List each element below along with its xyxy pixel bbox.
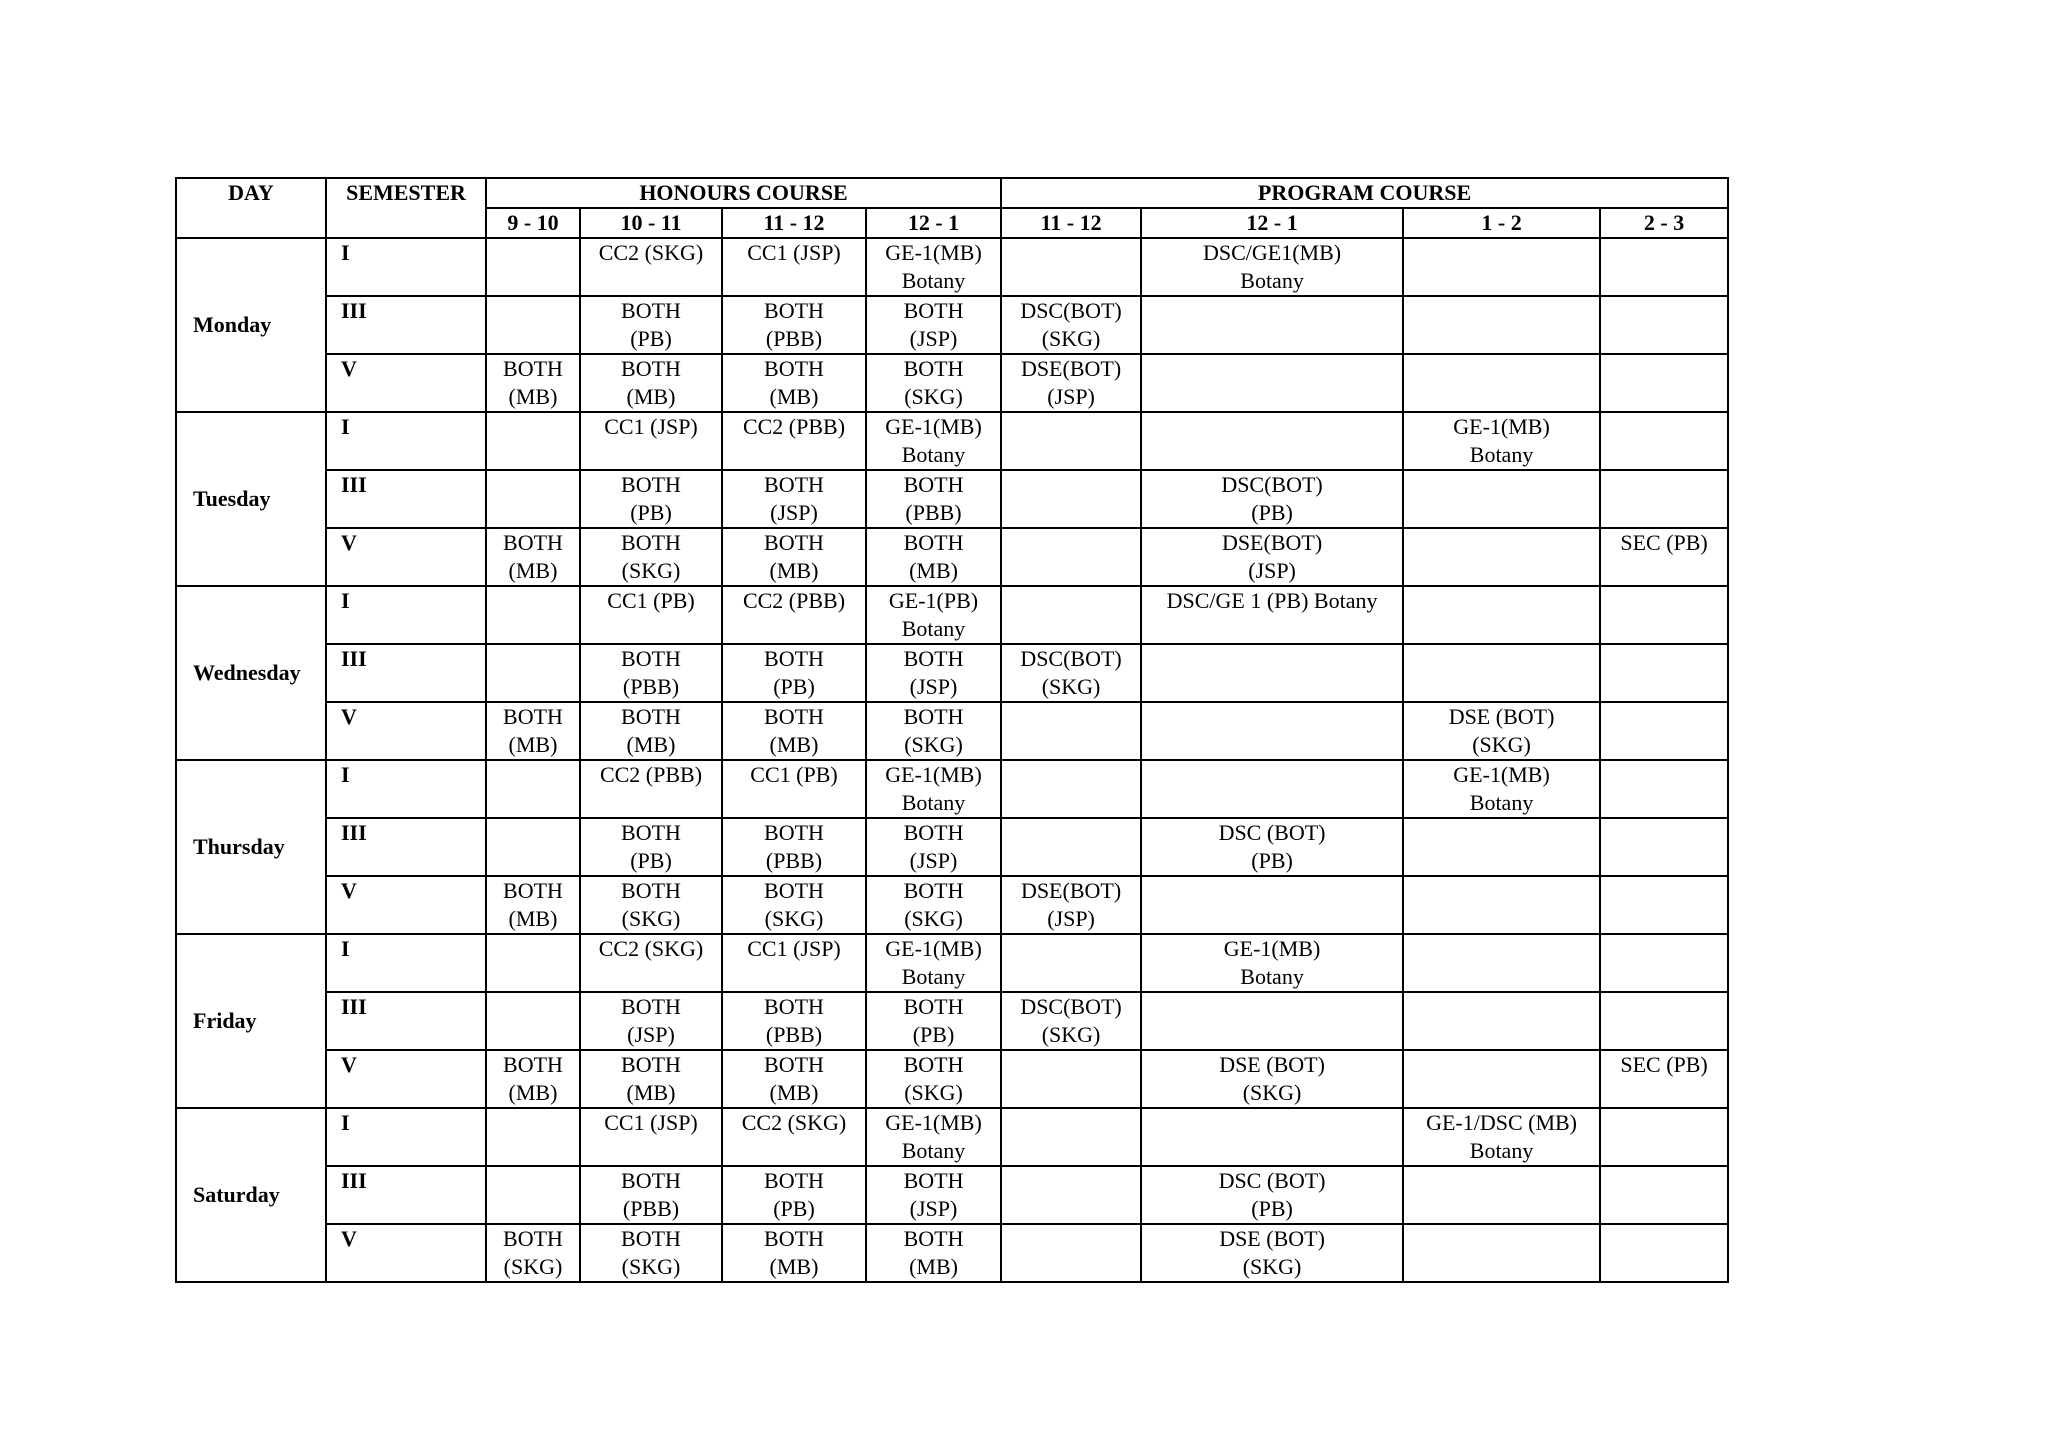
table-row bbox=[176, 354, 1728, 412]
program-slot-cell: DSC(BOT) (SKG) bbox=[1001, 992, 1141, 1050]
program-slot-cell: DSC/GE1(MB) Botany bbox=[1141, 238, 1403, 296]
program-slot-cell bbox=[1001, 1108, 1141, 1166]
program-slot-cell bbox=[1600, 238, 1728, 296]
program-slot-cell bbox=[1403, 470, 1600, 528]
program-slot-cell: DSE(BOT) (JSP) bbox=[1001, 876, 1141, 934]
program-slot-cell bbox=[1001, 818, 1141, 876]
program-slot-cell bbox=[1001, 934, 1141, 992]
table-row bbox=[176, 296, 1728, 354]
program-slot-cell bbox=[1600, 354, 1728, 412]
semester-cell: III bbox=[326, 296, 486, 354]
header-row-top bbox=[176, 178, 1728, 208]
semester-cell: III bbox=[326, 470, 486, 528]
honours-slot-cell: BOTH (PBB) bbox=[866, 470, 1001, 528]
program-slot-cell bbox=[1403, 644, 1600, 702]
honours-slot-cell: CC2 (PBB) bbox=[722, 586, 866, 644]
honours-slot-cell bbox=[486, 1108, 580, 1166]
honours-slot-cell: BOTH (MB) bbox=[722, 702, 866, 760]
program-slot-cell: DSC (BOT) (PB) bbox=[1141, 818, 1403, 876]
table-row bbox=[176, 586, 1728, 644]
program-slot-cell bbox=[1001, 238, 1141, 296]
program-slot-cell bbox=[1600, 1166, 1728, 1224]
program-slot-cell bbox=[1001, 760, 1141, 818]
program-slot-cell: DSC(BOT) (SKG) bbox=[1001, 296, 1141, 354]
honours-slot-cell: GE-1(MB) Botany bbox=[866, 934, 1001, 992]
honours-slot-cell bbox=[486, 586, 580, 644]
program-slot-cell: GE-1/DSC (MB) Botany bbox=[1403, 1108, 1600, 1166]
program-slot-cell bbox=[1600, 296, 1728, 354]
honours-slot-cell: BOTH (SKG) bbox=[866, 354, 1001, 412]
program-slot-cell: SEC (PB) bbox=[1600, 528, 1728, 586]
program-slot-cell bbox=[1600, 934, 1728, 992]
honours-slot-cell: BOTH (PBB) bbox=[580, 1166, 722, 1224]
program-slot-cell bbox=[1141, 644, 1403, 702]
honours-slot-cell: BOTH (SKG) bbox=[722, 876, 866, 934]
honours-slot-cell: BOTH (JSP) bbox=[866, 296, 1001, 354]
honours-slot-header: 12 - 1 bbox=[866, 208, 1001, 238]
honours-slot-cell bbox=[486, 818, 580, 876]
honours-slot-cell: BOTH (MB) bbox=[580, 702, 722, 760]
program-slot-cell bbox=[1600, 876, 1728, 934]
honours-slot-cell: BOTH (MB) bbox=[486, 702, 580, 760]
table-row bbox=[176, 992, 1728, 1050]
honours-slot-cell: GE-1(MB) Botany bbox=[866, 1108, 1001, 1166]
honours-slot-cell bbox=[486, 644, 580, 702]
table-row bbox=[176, 702, 1728, 760]
program-slot-cell bbox=[1600, 818, 1728, 876]
program-slot-cell: DSC(BOT) (SKG) bbox=[1001, 644, 1141, 702]
honours-slot-cell: BOTH (PB) bbox=[580, 470, 722, 528]
program-slot-cell bbox=[1600, 412, 1728, 470]
program-slot-cell bbox=[1600, 470, 1728, 528]
program-slot-cell bbox=[1600, 760, 1728, 818]
program-slot-cell bbox=[1600, 644, 1728, 702]
program-slot-cell bbox=[1403, 1050, 1600, 1108]
honours-slot-cell: CC1 (JSP) bbox=[580, 412, 722, 470]
program-slot-cell bbox=[1600, 702, 1728, 760]
honours-slot-cell: GE-1(MB) Botany bbox=[866, 412, 1001, 470]
honours-slot-cell: BOTH (MB) bbox=[486, 876, 580, 934]
table-row bbox=[176, 818, 1728, 876]
program-slot-cell bbox=[1141, 702, 1403, 760]
semester-cell: I bbox=[326, 238, 486, 296]
program-slot-cell: GE-1(MB) Botany bbox=[1403, 412, 1600, 470]
honours-slot-cell: BOTH (MB) bbox=[580, 1050, 722, 1108]
program-slot-cell: DSC/GE 1 (PB) Botany bbox=[1141, 586, 1403, 644]
day-cell: Friday bbox=[176, 934, 326, 1108]
honours-slot-cell: BOTH (MB) bbox=[866, 1224, 1001, 1282]
program-slot-cell: DSE(BOT) (JSP) bbox=[1001, 354, 1141, 412]
honours-slot-cell: CC2 (SKG) bbox=[722, 1108, 866, 1166]
program-course-header: PROGRAM COURSE bbox=[1001, 178, 1728, 208]
honours-slot-cell: CC1 (JSP) bbox=[722, 934, 866, 992]
program-slot-cell: DSC (BOT) (PB) bbox=[1141, 1166, 1403, 1224]
honours-slot-cell: GE-1(PB) Botany bbox=[866, 586, 1001, 644]
honours-slot-cell: BOTH (SKG) bbox=[580, 528, 722, 586]
table-row bbox=[176, 470, 1728, 528]
honours-slot-cell: BOTH (PBB) bbox=[722, 296, 866, 354]
program-slot-cell bbox=[1001, 702, 1141, 760]
program-slot-cell bbox=[1403, 1224, 1600, 1282]
program-slot-header: 12 - 1 bbox=[1141, 208, 1403, 238]
program-slot-cell: SEC (PB) bbox=[1600, 1050, 1728, 1108]
program-slot-cell bbox=[1600, 1224, 1728, 1282]
semester-cell: III bbox=[326, 992, 486, 1050]
honours-slot-cell: CC2 (PBB) bbox=[722, 412, 866, 470]
program-slot-cell bbox=[1001, 1050, 1141, 1108]
day-cell: Tuesday bbox=[176, 412, 326, 586]
honours-slot-cell bbox=[486, 1166, 580, 1224]
semester-cell: I bbox=[326, 586, 486, 644]
program-slot-cell bbox=[1600, 586, 1728, 644]
honours-slot-cell: BOTH (JSP) bbox=[580, 992, 722, 1050]
table-row bbox=[176, 760, 1728, 818]
honours-slot-cell: BOTH (SKG) bbox=[866, 1050, 1001, 1108]
honours-slot-cell bbox=[486, 470, 580, 528]
program-slot-cell bbox=[1141, 354, 1403, 412]
honours-slot-cell: BOTH (SKG) bbox=[580, 1224, 722, 1282]
program-slot-cell: DSE (BOT) (SKG) bbox=[1141, 1050, 1403, 1108]
program-slot-cell bbox=[1001, 1166, 1141, 1224]
honours-slot-cell: BOTH (MB) bbox=[722, 354, 866, 412]
honours-slot-cell: CC2 (PBB) bbox=[580, 760, 722, 818]
day-cell: Wednesday bbox=[176, 586, 326, 760]
honours-slot-cell bbox=[486, 934, 580, 992]
honours-slot-header: 10 - 11 bbox=[580, 208, 722, 238]
table-row bbox=[176, 528, 1728, 586]
honours-slot-cell: BOTH (MB) bbox=[722, 1050, 866, 1108]
program-slot-cell bbox=[1141, 760, 1403, 818]
table-row bbox=[176, 644, 1728, 702]
semester-cell: V bbox=[326, 1224, 486, 1282]
semester-cell: V bbox=[326, 528, 486, 586]
program-slot-header: 1 - 2 bbox=[1403, 208, 1600, 238]
semester-cell: V bbox=[326, 702, 486, 760]
table-row bbox=[176, 412, 1728, 470]
honours-slot-cell: BOTH (MB) bbox=[866, 528, 1001, 586]
program-slot-cell bbox=[1600, 1108, 1728, 1166]
day-header: DAY bbox=[176, 178, 326, 238]
table-row bbox=[176, 1224, 1728, 1282]
honours-slot-cell: BOTH (PB) bbox=[722, 1166, 866, 1224]
semester-cell: I bbox=[326, 760, 486, 818]
honours-slot-cell: BOTH (PB) bbox=[580, 296, 722, 354]
day-cell: Thursday bbox=[176, 760, 326, 934]
table-row bbox=[176, 1050, 1728, 1108]
semester-cell: V bbox=[326, 1050, 486, 1108]
honours-slot-cell bbox=[486, 760, 580, 818]
program-slot-cell bbox=[1141, 412, 1403, 470]
program-slot-cell: DSC(BOT) (PB) bbox=[1141, 470, 1403, 528]
program-slot-header: 11 - 12 bbox=[1001, 208, 1141, 238]
honours-slot-cell bbox=[486, 296, 580, 354]
program-slot-cell bbox=[1001, 1224, 1141, 1282]
honours-slot-cell: BOTH (MB) bbox=[722, 1224, 866, 1282]
timetable-body bbox=[176, 238, 1728, 1282]
honours-slot-cell bbox=[486, 412, 580, 470]
program-slot-cell: GE-1(MB) Botany bbox=[1141, 934, 1403, 992]
program-slot-cell bbox=[1403, 586, 1600, 644]
honours-slot-cell: BOTH (MB) bbox=[580, 354, 722, 412]
semester-header: SEMESTER bbox=[326, 178, 486, 238]
honours-slot-cell: CC1 (PB) bbox=[722, 760, 866, 818]
program-slot-cell bbox=[1403, 354, 1600, 412]
timetable bbox=[175, 177, 1729, 1283]
program-slot-cell bbox=[1001, 470, 1141, 528]
semester-cell: III bbox=[326, 1166, 486, 1224]
honours-slot-cell: BOTH (MB) bbox=[486, 354, 580, 412]
honours-slot-cell: BOTH (SKG) bbox=[580, 876, 722, 934]
honours-slot-cell: BOTH (MB) bbox=[486, 1050, 580, 1108]
program-slot-cell bbox=[1600, 992, 1728, 1050]
honours-slot-cell: GE-1(MB) Botany bbox=[866, 760, 1001, 818]
program-slot-cell bbox=[1403, 992, 1600, 1050]
program-slot-cell bbox=[1141, 876, 1403, 934]
honours-slot-header: 9 - 10 bbox=[486, 208, 580, 238]
program-slot-cell bbox=[1001, 586, 1141, 644]
honours-course-header: HONOURS COURSE bbox=[486, 178, 1001, 208]
honours-slot-cell: CC2 (SKG) bbox=[580, 238, 722, 296]
program-slot-cell: DSE (BOT) (SKG) bbox=[1403, 702, 1600, 760]
program-slot-cell bbox=[1403, 876, 1600, 934]
semester-cell: III bbox=[326, 644, 486, 702]
program-slot-cell bbox=[1403, 934, 1600, 992]
honours-slot-cell: BOTH (JSP) bbox=[866, 818, 1001, 876]
program-slot-cell: GE-1(MB) Botany bbox=[1403, 760, 1600, 818]
semester-cell: V bbox=[326, 876, 486, 934]
semester-cell: I bbox=[326, 934, 486, 992]
honours-slot-cell: BOTH (JSP) bbox=[722, 470, 866, 528]
honours-slot-cell: BOTH (SKG) bbox=[866, 702, 1001, 760]
honours-slot-cell: CC1 (JSP) bbox=[580, 1108, 722, 1166]
semester-cell: V bbox=[326, 354, 486, 412]
honours-slot-cell: BOTH (MB) bbox=[486, 528, 580, 586]
program-slot-cell bbox=[1403, 1166, 1600, 1224]
program-slot-cell: DSE (BOT) (SKG) bbox=[1141, 1224, 1403, 1282]
table-row bbox=[176, 1108, 1728, 1166]
program-slot-cell bbox=[1001, 412, 1141, 470]
program-slot-header: 2 - 3 bbox=[1600, 208, 1728, 238]
honours-slot-cell: BOTH (PB) bbox=[866, 992, 1001, 1050]
honours-slot-header: 11 - 12 bbox=[722, 208, 866, 238]
honours-slot-cell: BOTH (SKG) bbox=[486, 1224, 580, 1282]
program-slot-cell bbox=[1141, 992, 1403, 1050]
program-slot-cell bbox=[1141, 1108, 1403, 1166]
table-row bbox=[176, 934, 1728, 992]
honours-slot-cell: BOTH (MB) bbox=[722, 528, 866, 586]
honours-slot-cell: BOTH (PBB) bbox=[722, 818, 866, 876]
day-cell: Saturday bbox=[176, 1108, 326, 1282]
program-slot-cell bbox=[1403, 238, 1600, 296]
table-row bbox=[176, 1166, 1728, 1224]
honours-slot-cell: CC2 (SKG) bbox=[580, 934, 722, 992]
honours-slot-cell: BOTH (PBB) bbox=[722, 992, 866, 1050]
program-slot-cell bbox=[1403, 528, 1600, 586]
honours-slot-cell bbox=[486, 992, 580, 1050]
honours-slot-cell: BOTH (JSP) bbox=[866, 1166, 1001, 1224]
program-slot-cell: DSE(BOT) (JSP) bbox=[1141, 528, 1403, 586]
program-slot-cell bbox=[1403, 296, 1600, 354]
program-slot-cell bbox=[1141, 296, 1403, 354]
semester-cell: I bbox=[326, 412, 486, 470]
honours-slot-cell: BOTH (SKG) bbox=[866, 876, 1001, 934]
honours-slot-cell bbox=[486, 238, 580, 296]
honours-slot-cell: GE-1(MB) Botany bbox=[866, 238, 1001, 296]
honours-slot-cell: BOTH (JSP) bbox=[866, 644, 1001, 702]
table-row bbox=[176, 876, 1728, 934]
semester-cell: I bbox=[326, 1108, 486, 1166]
honours-slot-cell: BOTH (PBB) bbox=[580, 644, 722, 702]
honours-slot-cell: BOTH (PB) bbox=[722, 644, 866, 702]
day-cell: Monday bbox=[176, 238, 326, 412]
honours-slot-cell: BOTH (PB) bbox=[580, 818, 722, 876]
semester-cell: III bbox=[326, 818, 486, 876]
program-slot-cell bbox=[1001, 528, 1141, 586]
honours-slot-cell: CC1 (JSP) bbox=[722, 238, 866, 296]
table-row bbox=[176, 238, 1728, 296]
program-slot-cell bbox=[1403, 818, 1600, 876]
timetable-header bbox=[176, 178, 1728, 238]
honours-slot-cell: CC1 (PB) bbox=[580, 586, 722, 644]
